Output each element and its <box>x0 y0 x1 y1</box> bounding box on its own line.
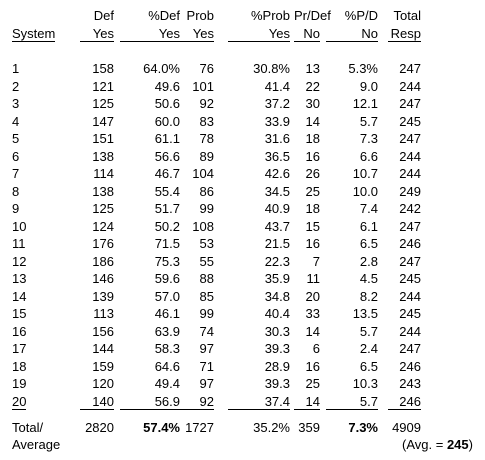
cell-system: 15 <box>12 306 27 321</box>
cell-prob-yes: 83 <box>199 113 214 129</box>
cell-pct-pd-no: 8.2 <box>359 288 378 304</box>
cell-pct-pd-no: 2.8 <box>359 253 378 269</box>
cell-system: 1 <box>12 61 20 76</box>
cell-pct-pd-no: 12.1 <box>352 96 378 111</box>
cell-def-yes: 113 <box>93 306 114 321</box>
cell-pct-def-yes: 64.0% <box>143 61 180 76</box>
totals-def: 2820 <box>85 420 114 435</box>
cell-pct-def-yes: 49.4 <box>154 376 180 391</box>
cell-prdef-no: 18 <box>305 201 320 216</box>
cell-total-resp: 247 <box>399 218 421 234</box>
totals-total: 4909 <box>392 420 421 435</box>
totals-prob: 1727 <box>185 420 214 435</box>
cell-pct-pd-no: 13.5 <box>352 306 378 321</box>
cell-pct-def-yes: 60.0 <box>154 113 180 129</box>
cell-def-yes: 120 <box>92 376 114 391</box>
table-row <box>0 131 485 146</box>
cell-prdef-no: 30 <box>305 96 320 111</box>
cell-total-resp: 244 <box>399 288 421 304</box>
cell-pct-prob-yes: 21.5 <box>264 236 290 251</box>
cell-total-resp: 247 <box>399 131 421 146</box>
cell-system: 17 <box>12 341 27 356</box>
cell-def-yes: 159 <box>92 358 114 374</box>
totals-prdef: 359 <box>298 420 320 435</box>
cell-pct-pd-no: 7.4 <box>359 201 378 216</box>
cell-system: 6 <box>12 148 20 164</box>
cell-pct-pd-no: 6.5 <box>359 358 378 374</box>
cell-system: 14 <box>12 288 27 304</box>
cell-pct-pd-no: 6.5 <box>359 236 378 251</box>
cell-prob-yes: 101 <box>192 78 214 94</box>
cell-pct-def-yes: 49.6 <box>154 78 180 94</box>
cell-pct-pd-no: 5.7 <box>359 323 378 339</box>
cell-pct-prob-yes: 42.6 <box>264 166 290 181</box>
cell-pct-pd-no: 7.3 <box>359 131 378 146</box>
cell-pct-prob-yes: 30.8% <box>253 61 290 76</box>
cell-pct-prob-yes: 40.9 <box>264 201 290 216</box>
cell-prob-yes: 86 <box>199 183 214 199</box>
cell-prob-yes: 97 <box>199 376 214 391</box>
cell-system: 3 <box>12 96 20 111</box>
header-total: Total <box>393 8 421 23</box>
totals-label-line2: Average <box>12 437 61 452</box>
cell-prob-yes: 85 <box>199 288 214 304</box>
cell-system: 18 <box>12 358 27 374</box>
cell-prdef-no: 15 <box>305 218 320 234</box>
header-def-yes: Yes <box>80 26 114 42</box>
table-row <box>0 149 485 164</box>
cell-pct-prob-yes: 28.9 <box>264 358 290 374</box>
cell-pct-def-yes: 50.6 <box>154 96 180 111</box>
cell-total-resp: 247 <box>399 61 421 76</box>
cell-def-yes: 138 <box>92 183 114 199</box>
cell-total-resp: 246 <box>399 358 421 374</box>
cell-system: 5 <box>12 131 20 146</box>
header-pdef: %Def <box>148 8 180 23</box>
average-prefix: (Avg. = <box>402 437 447 452</box>
totals-pdef: 57.4% <box>143 420 180 435</box>
cell-prdef-no: 11 <box>306 271 320 286</box>
cell-pct-pd-no: 10.3 <box>352 376 378 391</box>
cell-def-yes: 146 <box>92 271 114 286</box>
cell-pct-pd-no: 5.7 <box>359 113 378 129</box>
cell-pct-pd-no: 4.5 <box>359 271 378 286</box>
cell-pct-def-yes: 58.3 <box>154 341 180 356</box>
cell-prdef-no: 14 <box>305 323 320 339</box>
cell-prdef-no: 22 <box>305 78 320 94</box>
cell-pct-prob-yes: 34.8 <box>264 288 290 304</box>
cell-def-yes: 186 <box>92 253 114 269</box>
cell-prdef-no: 13 <box>305 61 320 76</box>
cell-system: 10 <box>12 218 27 234</box>
cell-pct-pd-no: 10.7 <box>352 166 378 181</box>
cell-pct-prob-yes: 41.4 <box>264 78 290 94</box>
header-row-1 <box>0 8 485 23</box>
cell-prob-yes: 99 <box>199 201 214 216</box>
cell-pct-prob-yes: 43.7 <box>264 218 290 234</box>
header-prob: Prob <box>186 8 214 23</box>
cell-system: 20 <box>12 393 27 409</box>
cell-prob-yes: 55 <box>199 253 214 269</box>
cell-prob-yes: 71 <box>199 358 214 374</box>
totals-row <box>0 420 485 435</box>
totals-pprob: 35.2% <box>253 420 290 435</box>
cell-system: 16 <box>12 323 27 339</box>
cell-pct-prob-yes: 37.4 <box>228 394 290 410</box>
cell-prdef-no: 7 <box>312 253 320 269</box>
cell-prdef-no: 14 <box>305 113 320 129</box>
average-note <box>402 437 473 452</box>
cell-def-yes: 140 <box>80 394 114 410</box>
totals-ppd: 7.3% <box>348 420 378 435</box>
cell-prob-yes: 99 <box>199 306 214 321</box>
cell-prdef-no: 25 <box>305 183 320 199</box>
cell-pct-def-yes: 64.6 <box>154 358 180 374</box>
cell-pct-def-yes: 55.4 <box>154 183 180 199</box>
cell-pct-def-yes: 71.5 <box>154 236 180 251</box>
header-prdef: Pr/Def <box>294 8 331 23</box>
cell-pct-prob-yes: 36.5 <box>264 148 290 164</box>
cell-pct-pd-no: 6.1 <box>359 218 378 234</box>
cell-prdef-no: 6 <box>312 341 320 356</box>
header-pprob-yes: Yes <box>228 26 290 42</box>
cell-prob-yes: 74 <box>199 323 214 339</box>
table-row <box>0 219 485 234</box>
cell-def-yes: 144 <box>92 341 114 356</box>
cell-system: 8 <box>12 183 20 199</box>
cell-total-resp: 247 <box>399 96 421 111</box>
cell-system: 4 <box>12 113 20 129</box>
cell-total-resp: 247 <box>399 253 421 269</box>
cell-pct-def-yes: 59.6 <box>154 271 180 286</box>
cell-total-resp: 244 <box>399 78 421 94</box>
table-row <box>0 166 485 181</box>
cell-pct-pd-no: 2.4 <box>359 341 378 356</box>
cell-prdef-no: 33 <box>305 306 320 321</box>
cell-pct-def-yes: 57.0 <box>154 288 180 304</box>
cell-pct-pd-no: 6.6 <box>359 148 378 164</box>
cell-system: 7 <box>12 166 20 181</box>
cell-pct-prob-yes: 22.3 <box>264 253 290 269</box>
cell-total-resp: 245 <box>399 271 421 286</box>
cell-prob-yes: 97 <box>199 341 214 356</box>
cell-total-resp: 244 <box>399 323 421 339</box>
cell-pct-pd-no: 5.3% <box>348 61 378 76</box>
cell-pct-def-yes: 75.3 <box>154 253 180 269</box>
cell-total-resp: 246 <box>388 394 421 410</box>
cell-total-resp: 242 <box>399 201 421 216</box>
average-suffix: ) <box>468 437 473 452</box>
cell-def-yes: 156 <box>92 323 114 339</box>
cell-pct-def-yes: 46.1 <box>154 306 180 321</box>
cell-pct-pd-no: 10.0 <box>352 183 378 199</box>
cell-pct-prob-yes: 40.4 <box>264 306 290 321</box>
cell-def-yes: 138 <box>92 148 114 164</box>
header-def: Def <box>93 8 114 23</box>
cell-pct-def-yes: 46.7 <box>154 166 180 181</box>
cell-prob-yes: 78 <box>199 131 214 146</box>
table-row <box>0 394 485 409</box>
cell-prdef-no: 16 <box>305 148 320 164</box>
cell-total-resp: 249 <box>399 183 421 199</box>
cell-pct-prob-yes: 34.5 <box>264 183 290 199</box>
table-row <box>0 254 485 269</box>
totals-label-line1: Total/ <box>12 420 44 435</box>
cell-prob-yes: 92 <box>199 96 214 111</box>
cell-def-yes: 125 <box>92 201 114 216</box>
cell-def-yes: 125 <box>92 96 114 111</box>
cell-def-yes: 158 <box>92 61 114 76</box>
table-row <box>0 114 485 129</box>
cell-prob-yes: 76 <box>199 61 214 76</box>
cell-prdef-no: 14 <box>294 394 320 410</box>
cell-system: 19 <box>12 376 27 391</box>
table-row <box>0 376 485 391</box>
cell-pct-prob-yes: 30.3 <box>264 323 290 339</box>
header-prob-yes: Yes <box>180 26 214 42</box>
cell-pct-prob-yes: 35.9 <box>264 271 290 286</box>
cell-prob-yes: 92 <box>180 394 214 410</box>
cell-prdef-no: 18 <box>305 131 320 146</box>
cell-prdef-no: 20 <box>305 288 320 304</box>
table-row <box>0 96 485 111</box>
cell-prdef-no: 16 <box>305 358 320 374</box>
cell-system: 13 <box>12 271 27 286</box>
table-row <box>0 236 485 251</box>
cell-pct-def-yes: 56.6 <box>154 148 180 164</box>
cell-pct-pd-no: 9.0 <box>359 78 378 94</box>
cell-pct-prob-yes: 39.3 <box>264 341 290 356</box>
cell-pct-def-yes: 63.9 <box>154 323 180 339</box>
cell-total-resp: 243 <box>399 376 421 391</box>
cell-total-resp: 245 <box>399 306 421 321</box>
header-prdef-no: No <box>294 26 320 42</box>
cell-pct-def-yes: 61.1 <box>154 131 180 146</box>
cell-pct-def-yes: 50.2 <box>154 218 180 234</box>
header-pprob: %Prob <box>250 8 290 23</box>
table-row <box>0 341 485 356</box>
cell-def-yes: 121 <box>92 78 114 94</box>
cell-def-yes: 139 <box>92 288 114 304</box>
table-row <box>0 61 485 76</box>
cell-prob-yes: 88 <box>199 271 214 286</box>
cell-system: 11 <box>12 236 26 251</box>
cell-system: 2 <box>12 78 20 94</box>
cell-prdef-no: 26 <box>305 166 320 181</box>
header-row-2 <box>0 26 485 41</box>
header-system: System <box>12 26 56 41</box>
cell-pct-prob-yes: 39.3 <box>264 376 290 391</box>
cell-def-yes: 124 <box>92 218 114 234</box>
table-row <box>0 324 485 339</box>
cell-def-yes: 151 <box>92 131 114 146</box>
cell-prdef-no: 25 <box>305 376 320 391</box>
cell-pct-pd-no: 5.7 <box>326 394 378 410</box>
cell-total-resp: 245 <box>399 113 421 129</box>
cell-pct-def-yes: 56.9 <box>120 394 180 410</box>
table-row <box>0 184 485 199</box>
cell-pct-prob-yes: 31.6 <box>264 131 290 146</box>
cell-prob-yes: 104 <box>192 166 214 181</box>
cell-def-yes: 176 <box>92 236 114 251</box>
table-row <box>0 289 485 304</box>
cell-total-resp: 247 <box>399 341 421 356</box>
cell-prob-yes: 53 <box>199 236 214 251</box>
cell-system: 12 <box>12 253 27 269</box>
cell-def-yes: 147 <box>92 113 114 129</box>
cell-prob-yes: 108 <box>192 218 214 234</box>
header-ppd: %P/D <box>344 8 378 23</box>
cell-total-resp: 246 <box>399 236 421 251</box>
cell-pct-prob-yes: 37.2 <box>264 96 290 111</box>
cell-prob-yes: 89 <box>199 148 214 164</box>
table-row <box>0 271 485 286</box>
cell-prdef-no: 16 <box>305 236 320 251</box>
table-row <box>0 359 485 374</box>
table-row <box>0 201 485 216</box>
cell-system: 9 <box>12 201 20 216</box>
cell-total-resp: 244 <box>399 148 421 164</box>
header-total-resp: Resp <box>388 26 421 42</box>
cell-pct-prob-yes: 33.9 <box>264 113 290 129</box>
header-ppd-no: No <box>326 26 378 42</box>
average-value: 245 <box>446 437 469 452</box>
cell-total-resp: 244 <box>399 166 421 181</box>
header-pdef-yes: Yes <box>120 26 180 42</box>
cell-pct-def-yes: 51.7 <box>154 201 180 216</box>
table-row <box>0 79 485 94</box>
table-row <box>0 306 485 321</box>
cell-def-yes: 114 <box>93 166 114 181</box>
